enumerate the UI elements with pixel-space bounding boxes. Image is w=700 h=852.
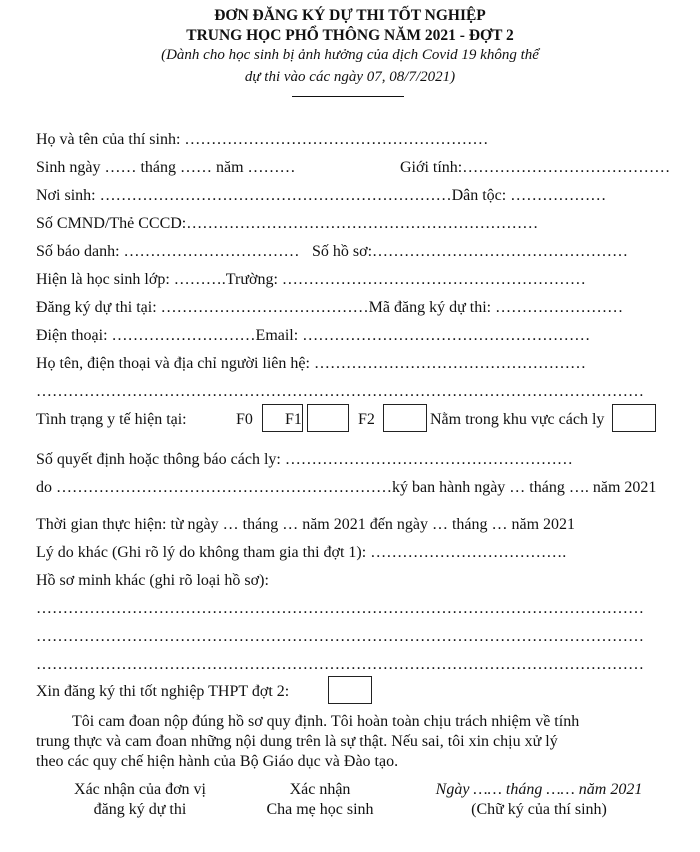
medical-status-label: Tình trạng y tế hiện tại: — [36, 411, 187, 428]
gender-field: Giới tính:………………………………… — [400, 159, 671, 176]
evidence-field: Hồ sơ minh khác (ghi rõ loại hồ sơ): — [36, 572, 269, 589]
quarantine-decision-field: Số quyết định hoặc thông báo cách ly: ……………………………………………… — [36, 451, 573, 468]
id-card-field: Số CMND/Thẻ CCCD:………………………………………………………… — [36, 215, 539, 232]
register-round2-label: Xin đăng ký thi tốt nghiệp THPT đợt 2: — [36, 683, 290, 700]
candidate-number-field: Số báo danh: …………………………… — [36, 243, 300, 260]
form-title-line2: TRUNG HỌC PHỔ THÔNG NĂM 2021 - ĐỢT 2 — [186, 27, 514, 44]
f0-label: F0 — [236, 411, 253, 428]
candidate-signature-label: (Chữ ký của thí sinh) — [471, 801, 607, 818]
quarantine-zone-label: Nằm trong khu vực cách ly — [430, 411, 605, 428]
declaration-line-3: theo các quy chế hiện hành của Bộ Giáo dục và Đào tạo. — [36, 753, 399, 770]
exam-place-field: Đăng ký dự thi tại: …………………………………Mã đăng ký dự thi: …………………… — [36, 299, 624, 316]
birthplace-ethnicity-field: Nơi sinh: …………………………………………………………Dân tộc: ……………… — [36, 187, 607, 204]
dob-field: Sinh ngày …… tháng …… năm ……… — [36, 159, 296, 176]
form-subtitle-line1: (Dành cho học sinh bị ảnh hưởng của dịch Covid 19 không thể — [161, 47, 539, 63]
phone-email-field: Điện thoại: ………………………Email: ……………………………………………… — [36, 327, 591, 344]
parent-confirmation-subtitle: Cha mẹ học sinh — [266, 801, 374, 818]
quarantine-zone-checkbox[interactable] — [612, 404, 656, 432]
declaration-line-1: Tôi cam đoan nộp đúng hồ sơ quy định. Tôi hoàn toàn chịu trách nhiệm về tính — [72, 713, 580, 730]
evidence-line-2: …………………………………………………………………………………………………… — [36, 628, 644, 645]
evidence-line-3: …………………………………………………………………………………………………… — [36, 656, 644, 673]
f2-label: F2 — [358, 411, 375, 428]
f2-checkbox[interactable] — [383, 404, 427, 432]
title-underline — [292, 96, 404, 97]
contact-person-continuation: …………………………………………………………………………………………………… — [36, 383, 644, 400]
evidence-line-1: …………………………………………………………………………………………………… — [36, 600, 644, 617]
unit-confirmation-title: Xác nhận của đơn vị — [74, 781, 206, 798]
other-reason-field: Lý do khác (Ghi rõ lý do không tham gia thi đợt 1): ………………………………. — [36, 544, 567, 561]
unit-confirmation-subtitle: đăng ký dự thi — [93, 801, 187, 818]
form-title-line1: ĐƠN ĐĂNG KÝ DỰ THI TỐT NGHIỆP — [214, 7, 486, 24]
profile-number-field: Số hồ sơ:………………………………………… — [312, 243, 629, 260]
contact-person-field: Họ tên, điện thoại và địa chỉ người liên hệ: …………………………………………… — [36, 355, 586, 372]
signature-date: Ngày …… tháng …… năm 2021 — [435, 781, 643, 798]
class-school-field: Hiện là học sinh lớp: ……….Trường: ………………………………………………… — [36, 271, 586, 288]
issued-by-field: do ………………………………………………………ký ban hành ngày … tháng …. năm 2021 — [36, 479, 657, 496]
register-round2-checkbox[interactable] — [328, 676, 372, 704]
form-subtitle-line2: dự thi vào các ngày 07, 08/7/2021) — [244, 69, 456, 85]
f1-label: F1 — [285, 411, 302, 428]
full-name-field: Họ và tên của thí sinh: ………………………………………………… — [36, 131, 489, 148]
parent-confirmation-title: Xác nhận — [289, 781, 351, 798]
f1-checkbox[interactable] — [307, 404, 349, 432]
duration-field: Thời gian thực hiện: từ ngày … tháng … năm 2021 đến ngày … tháng … năm 2021 — [36, 516, 576, 533]
declaration-line-2: trung thực và cam đoan những nội dung trên là sự thật. Nếu sai, tôi xin chịu xử lý — [36, 733, 558, 750]
